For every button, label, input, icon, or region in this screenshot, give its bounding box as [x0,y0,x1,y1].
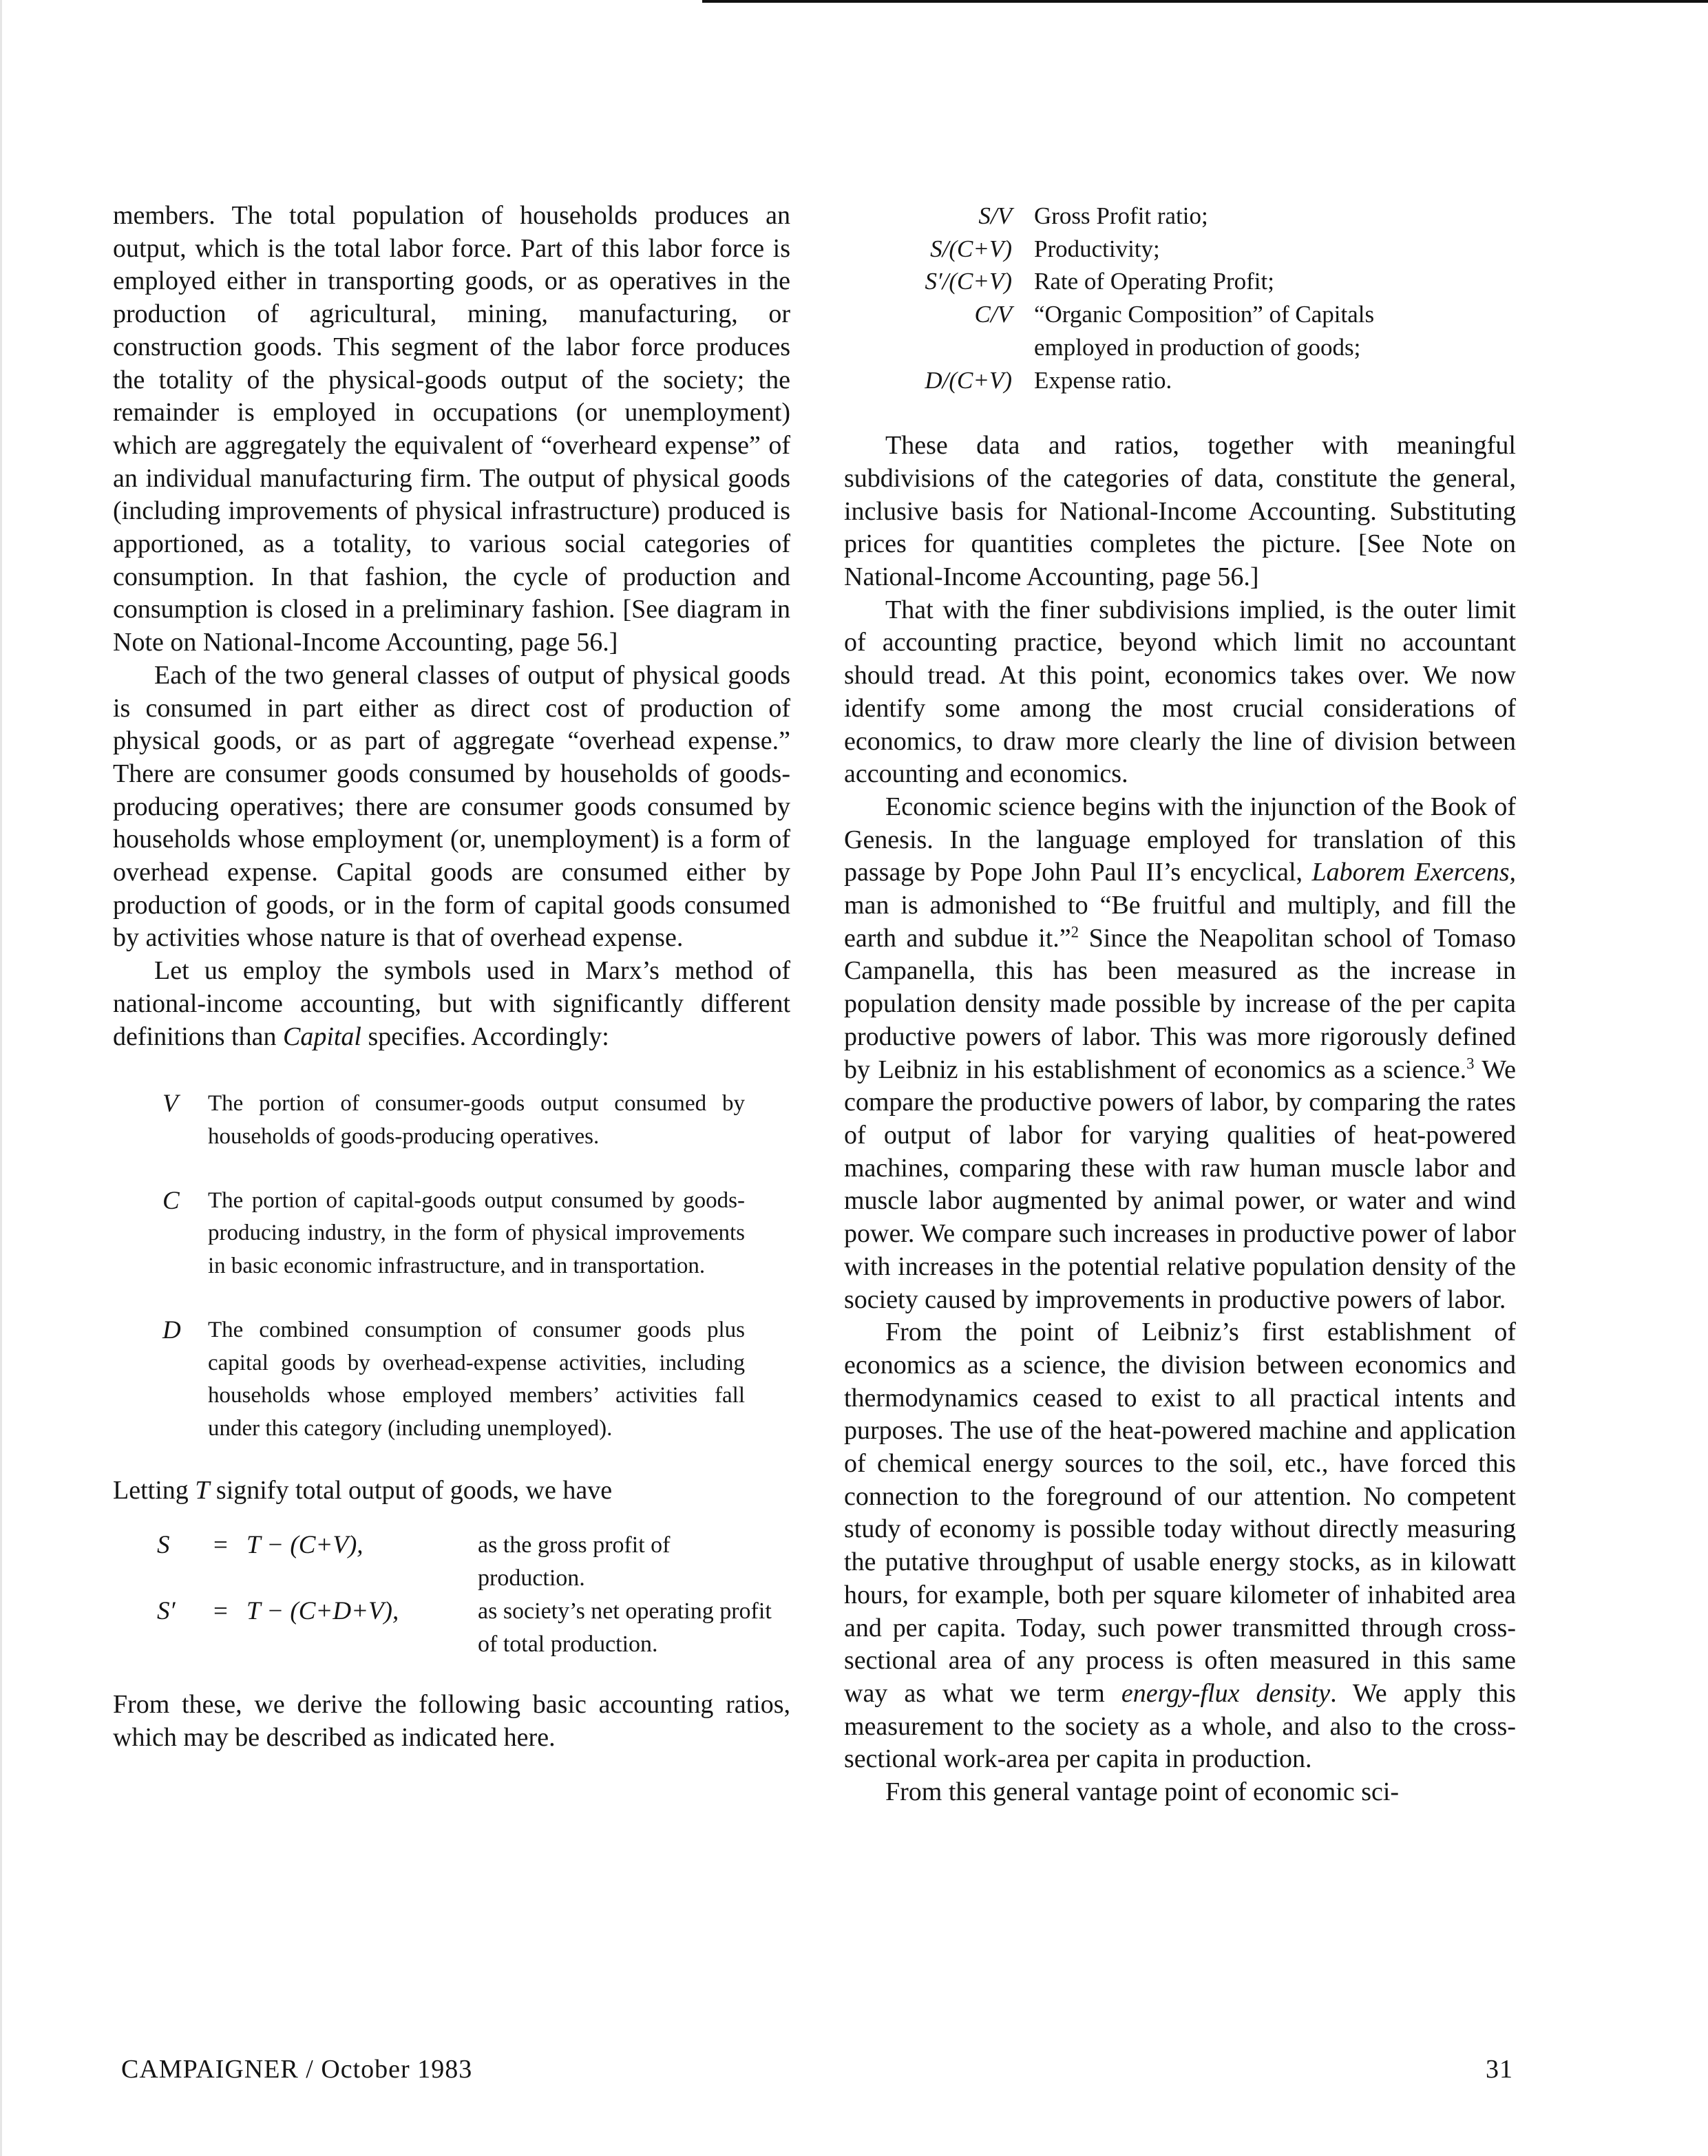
right-paragraph-4-text-a: From the point of Leibniz’s first establishment of economics as a science, the division between economics and thermodynamics ceased to exist to all practical intents and purposes. The use of the heat-powered machine and application of chemical energy sources to the soil, etc., have forced this connection to the foreground of our attention. No competent study of economy is possible today without directly measuring the putative throughput of usable energy stocks, as in kilowatt hours, for example, both per square kilometer of inhabited area and per capita. Today, such power transmitted through cross-sectional area of any process is often measured in this same way as what we term [844,1318,1516,1708]
definition-text: The combined consumption of consumer goods plus capital goods by overhead-expense activities, including households whose employed members’ activities fall under this category (including unemployed). [208,1317,745,1441]
top-rule [702,0,1708,3]
definition-symbol: C [162,1186,180,1215]
definition-symbol: D [162,1315,181,1344]
left-paragraph-4-text-a: Letting [113,1475,196,1505]
definition-text: The portion of capital-goods output consumed by goods-producing industry, in the form of physical improvements in basic economic infrastructure, and in transportation. [208,1187,745,1279]
equation-description: as society’s net operating profit of total production. [478,1598,772,1658]
ratio-description: Productivity; [1034,235,1160,262]
page-number: 31 [1486,2055,1513,2084]
right-paragraph-4 [844,1316,1516,1776]
left-paragraph-5: From these, we derive the following basic accounting ratios, which may be described as indicated here. [113,1690,790,1753]
right-paragraph-3-text-c: Since the Neapolitan school of Tomaso Campanella, this has been measured as the increase in population density made possible by increase of the per capita productive powers of labor. This was more rigorously defined by Leibniz in his establishment of economics as a science. [844,923,1516,1084]
ratios-list [844,200,1516,397]
equation-description: as the gross profit of production. [478,1532,671,1592]
left-paragraph-3-italic: Capital [282,1022,361,1051]
left-paragraph-3-text-a: Let us employ the symbols used in Marx’s method of national-income accounting, but with significantly different definitions than [113,956,790,1051]
ratio-row [844,265,1516,298]
left-paragraph-3 [113,955,790,1053]
right-paragraph-3-text-a: Economic science begins with the injunction of the Book of Genesis. In the language employed for translation of this passage by Pope John Paul II’s encyclical, [844,792,1516,887]
definition-item [113,1185,790,1283]
definition-symbol: V [162,1090,178,1119]
footnote-marker: 3 [1466,1054,1475,1072]
ratio-symbol: S/V [978,202,1012,229]
right-paragraph-2: That with the finer subdivisions implied, is the outer limit of accounting practice, beyond which limit no accountant should tread. At this point, economics takes over. We now identify some among the most crucial considerations of economics, to draw more clearly the line of division between accounting and economics. [844,595,1516,789]
equation-row [113,1595,790,1661]
left-column [113,200,790,1755]
right-paragraph-3-text-d: We compare the productive powers of labor, by comparing the rates of output of labor for varying qualities of heat-powered machines, comparing these with raw human muscle labor and muscle labor augmented by animal power, or water and wind power. We compare such increases in productive power of labor with increases in the potential relative population density of the society caused by improvements in productive powers of labor. [844,1055,1516,1314]
equation-lhs: S [157,1531,170,1560]
ratio-symbol: S/(C+V) [930,235,1012,262]
ratio-symbol: S′/(C+V) [925,268,1012,295]
definition-item [113,1314,790,1446]
ratio-row [844,298,1516,363]
left-paragraph-4-text-b: signify total output of goods, we have [209,1475,613,1505]
left-paragraph-1: members. The total population of households produces an output, which is the total labor force. Part of this labor force is employed either in transporting goods, or as operatives in the production of agricultural, mining, manufacturing, or construction goods. This segment of the labor force produces the totality of the physical-goods output of the society; the remainder is employed in occupations (or unemployment) which are aggregately the equivalent of “overheard expense” of an individual manufacturing firm. The output of physical goods (including improvements of physical infrastructure) produced is apportioned, as a totality, to various social categories of consumption. In that fashion, the cycle of production and consumption is closed in a preliminary fashion. [See diagram in Note on National-Income Accounting, page 56.] [113,201,790,657]
ratio-description: Gross Profit ratio; [1034,202,1208,229]
left-paragraph-2: Each of the two general classes of output of physical goods is consumed in part either as direct cost of production of physical goods, or as part of aggregate “overhead expense.” There are consumer goods consumed by households of goods-producing operatives; there are consumer goods consumed by households whose employment (or, unemployment) is a form of overhead expense. Capital goods are consumed either by production of goods, or in the form of capital goods consumed by activities whose nature is that of overhead expense. [113,660,790,953]
ratio-description: Rate of Operating Profit; [1034,268,1274,295]
ratio-row [844,200,1516,233]
definitions-list [113,1088,790,1445]
ratio-description: Expense ratio. [1034,366,1172,394]
right-paragraph-1: These data and ratios, together with meaningful subdivisions of the categories of data, constitute the general, inclusive basis for National-Income Accounting. Substituting prices for quantities completes the picture. [See Note on National-Income Accounting, page 56.] [844,431,1516,592]
equation-lhs: S′ [157,1597,176,1626]
equation-rhs: T − (C+V), [246,1531,363,1560]
ratio-row [844,233,1516,266]
equation-equals: = [213,1597,228,1626]
right-paragraph-3-italic: Laborem Exercens, [1311,858,1516,887]
right-paragraph-4-italic: energy-flux density [1121,1678,1331,1708]
equation-row [113,1529,790,1595]
right-paragraph-3-text-b: man is admonished to “Be fruitful and multiply, and fill the earth and subdue it.” [844,891,1516,953]
ratio-symbol: D/(C+V) [925,366,1012,394]
ratio-row [844,364,1516,397]
page-edge-shadow [0,0,2,2156]
definition-item [113,1088,790,1153]
right-paragraph-3 [844,791,1516,1316]
equation-rhs: T − (C+D+V), [246,1597,399,1626]
footnote-marker: 2 [1071,923,1079,941]
footer-publication: CAMPAIGNER / October 1983 [121,2055,473,2084]
left-paragraph-4-italic: T [195,1475,210,1505]
equations-block [113,1529,790,1661]
left-paragraph-3-text-b: specifies. Accordingly: [361,1022,609,1051]
definition-text: The portion of consumer-goods output consumed by households of goods-producing operatives. [208,1091,745,1149]
ratio-description: “Organic Composition” of Capitals employed in production of goods; [1034,301,1375,361]
left-paragraph-4 [113,1475,790,1508]
right-column [844,200,1516,1809]
right-paragraph-4-text-b: . We apply this measurement to the society as a whole, and also to the cross-sectional work-area per capita in production. [844,1678,1516,1774]
right-paragraph-5: From this general vantage point of economic sci- [885,1777,1400,1807]
ratio-symbol: C/V [974,301,1012,328]
equation-equals: = [213,1531,228,1560]
